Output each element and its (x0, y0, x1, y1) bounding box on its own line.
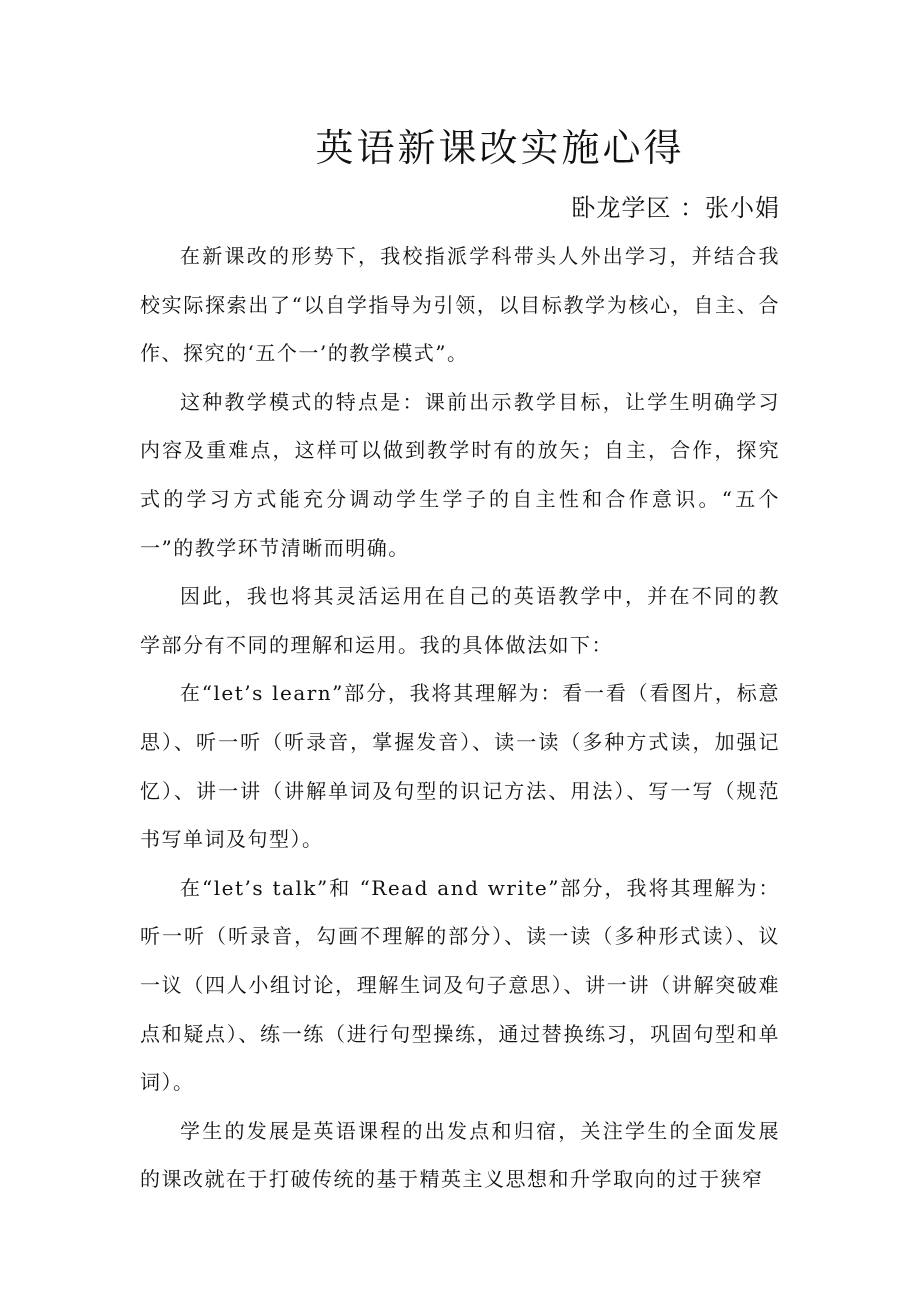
document-title: 英语新课改实施心得 (315, 126, 685, 170)
paragraph-4: 在“let’s learn”部分，我将其理解为：看一看（看图片，标意思）、听一听（听录音，掌握发音）、读一读（多种方式读，加强记忆）、讲一讲（讲解单词及句型的识记方法、用法）、写一写（规范书写单词及句型）。 (140, 681, 780, 852)
paragraph-6: 学生的发展是英语课程的出发点和归宿，关注学生的全面发展的课改就在于打破传统的基于精英主义思想和升学取向的过于狭窄 (140, 1118, 780, 1192)
paragraph-3: 因此，我也将其灵活运用在自己的英语教学中，并在不同的教学部分有不同的理解和运用。我的具体做法如下： (140, 584, 780, 657)
author-line: 卧龙学区 ：张小娟 (571, 194, 780, 222)
document-body (140, 232, 780, 1204)
paragraph-5: 在“let’s talk”和 “Read and write”部分，我将其理解为：听一听（听录音，勾画不理解的部分）、读一读（多种形式读）、议一议（四人小组讨论，理解生词及句子意思）、讲一讲（讲解突破难点和疑点）、练一练（进行句型操练，通过替换练习，巩固句型和单词）。 (140, 875, 780, 1095)
paragraph-1: 在新课改的形势下，我校指派学科带头人外出学习，并结合我校实际探索出了“以自学指导为引领，以目标教学为核心，自主、合作、探究的‘五个一’的教学模式”。 (140, 244, 780, 366)
paragraph-2: 这种教学模式的特点是：课前出示教学目标，让学生明确学习内容及重难点，这样可以做到教学时有的放矢；自主，合作，探究式的学习方式能充分调动学生学子的自主性和合作意识。“五个一”的教学环节清晰而明确。 (140, 389, 780, 560)
